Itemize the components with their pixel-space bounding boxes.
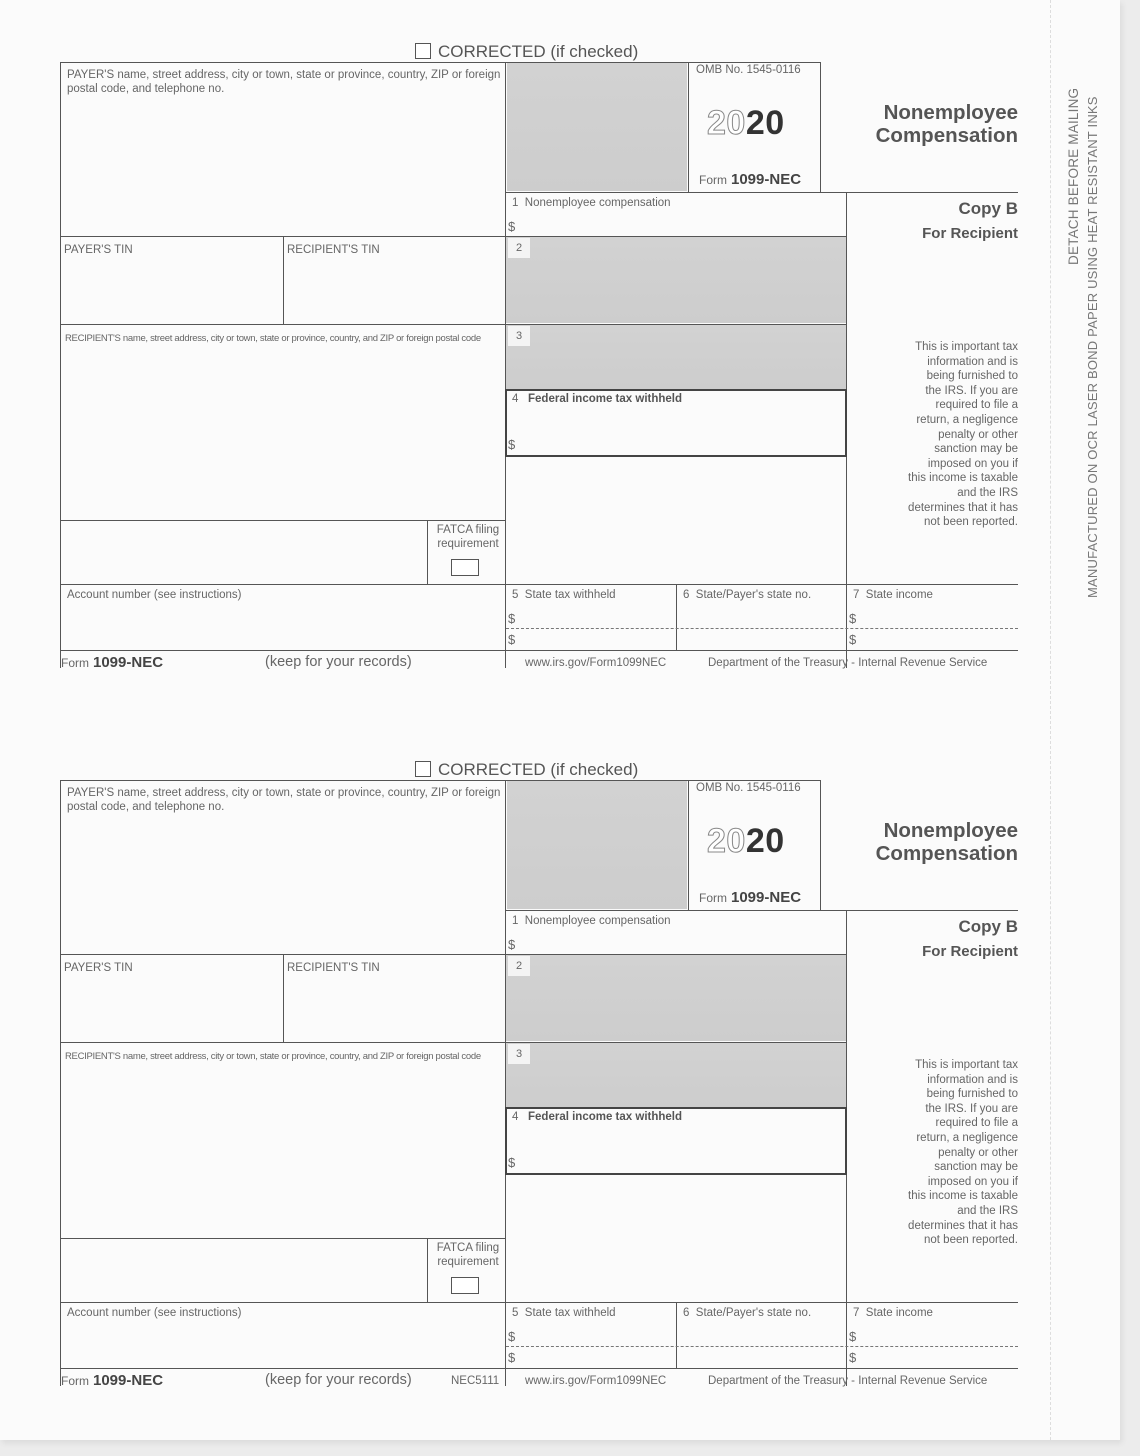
box7-field-2[interactable] [860, 1347, 1016, 1367]
fatca-checkbox[interactable] [451, 1277, 479, 1294]
recipient-tin-field[interactable] [287, 260, 501, 318]
payer-tin-label: PAYER'S TIN [64, 244, 133, 256]
box7-dollar-line1: $ [849, 1329, 857, 1344]
box5-label: 5 State tax withheld [512, 1307, 616, 1319]
keep-for-records: (keep for your records) [265, 1372, 412, 1388]
box7-field-1[interactable] [860, 606, 1016, 626]
corrected-label: CORRECTED (if checked) [438, 42, 639, 61]
box1-dollar: $ [508, 937, 516, 952]
box6-field-2[interactable] [680, 629, 842, 649]
corrected-checkbox[interactable] [415, 761, 431, 777]
box1-label: 1 Nonemployee compensation [512, 197, 671, 209]
manufactured-notice: MANUFACTURED ON OCR LASER BOND PAPER USING HEAT RESISTANT INKS [1085, 96, 1100, 598]
box3-shaded [506, 325, 846, 389]
box7-dollar-line2: $ [849, 1350, 857, 1365]
form-code: NEC5111 [451, 1375, 500, 1387]
payer-tin-label: PAYER'S TIN [64, 962, 133, 974]
box5-field-2[interactable] [520, 629, 670, 649]
form-1099-nec [0, 718, 1050, 1389]
form-title: Nonemployee Compensation [875, 101, 1018, 147]
tax-year: 2020 [707, 104, 785, 142]
form-1099-nec [0, 0, 1050, 671]
box2-number: 2 [508, 238, 530, 258]
box4-label: 4 Federal income tax withheld [512, 393, 683, 405]
omb-number: OMB No. 1545-0116 [696, 782, 801, 794]
box4-amount-field[interactable] [522, 412, 840, 448]
box4-dollar: $ [508, 1155, 516, 1170]
recipient-name-field[interactable] [64, 1068, 502, 1234]
recipient-name-label: RECIPIENT'S name, street address, city or town, state or province, country, and ZIP or foreign postal code [65, 333, 481, 344]
form-id: Form 1099-NEC [699, 889, 802, 906]
box2-shaded [506, 955, 846, 1041]
copy-b-label: Copy B [958, 917, 1018, 936]
box4-label: 4 Federal income tax withheld [512, 1111, 683, 1123]
box5-dollar-line2: $ [508, 632, 516, 647]
irs-url[interactable]: www.irs.gov/Form1099NEC [525, 657, 667, 669]
recipient-name-field[interactable] [64, 350, 502, 516]
corrected-label: CORRECTED (if checked) [438, 760, 639, 779]
detach-line [1050, 0, 1052, 1440]
box7-field-2[interactable] [860, 629, 1016, 649]
account-number-label: Account number (see instructions) [67, 1307, 242, 1319]
box4-amount-field[interactable] [522, 1130, 840, 1166]
box7-label: 7 State income [853, 1307, 933, 1319]
important-tax-notice: This is important tax information and is being furnished to the IRS. If you are required to file a return, a negligence penalty or other sanction may be imposed on you if this income is taxable and the IRS determines that it has not been reported. [908, 1059, 1018, 1247]
box7-field-1[interactable] [860, 1324, 1016, 1344]
box6-label: 6 State/Payer's state no. [683, 1307, 812, 1319]
box7-dollar-line1: $ [849, 611, 857, 626]
omb-number: OMB No. 1545-0116 [696, 64, 801, 76]
box5-dollar-line2: $ [508, 1350, 516, 1365]
box1-dollar: $ [508, 219, 516, 234]
box7-dollar-line2: $ [849, 632, 857, 647]
box5-field-1[interactable] [520, 1324, 670, 1344]
payer-tin-field[interactable] [64, 260, 278, 318]
important-tax-notice: This is important tax information and is being furnished to the IRS. If you are required to file a return, a negligence penalty or other sanction may be imposed on you if this income is taxable and the IRS determines that it has not been reported. [908, 341, 1018, 529]
footer-form-id: Form 1099-NEC [61, 1372, 164, 1389]
box1-amount-field[interactable] [520, 930, 842, 952]
box6-field-2[interactable] [680, 1347, 842, 1367]
box6-label: 6 State/Payer's state no. [683, 589, 812, 601]
fatca-label: FATCA filing requirement [436, 1242, 500, 1268]
box3-shaded [506, 1043, 846, 1107]
detach-notice: DETACH BEFORE MAILING [1066, 87, 1081, 265]
box1-amount-field[interactable] [520, 212, 842, 234]
shaded-area [507, 63, 687, 191]
box6-field-1[interactable] [680, 1324, 842, 1344]
fatca-checkbox[interactable] [451, 559, 479, 576]
box4-dollar: $ [508, 437, 516, 452]
irs-url[interactable]: www.irs.gov/Form1099NEC [525, 1375, 667, 1387]
corrected-checkbox[interactable] [415, 43, 431, 59]
box3-number: 3 [508, 1044, 530, 1064]
copy-b-label: Copy B [958, 199, 1018, 218]
box1-label: 1 Nonemployee compensation [512, 915, 671, 927]
account-number-field[interactable] [64, 1324, 502, 1364]
shaded-area [507, 781, 687, 909]
payer-name-label: PAYER'S name, street address, city or town, state or province, country, ZIP or foreign postal code, and telephone no. [67, 787, 501, 813]
account-number-field[interactable] [64, 606, 502, 646]
box5-field-2[interactable] [520, 1347, 670, 1367]
box2-shaded [506, 237, 846, 323]
form-title: Nonemployee Compensation [875, 819, 1018, 865]
payer-name-field[interactable] [62, 818, 502, 952]
fatca-label: FATCA filing requirement [436, 524, 500, 550]
footer-form-id: Form 1099-NEC [61, 654, 164, 671]
box5-field-1[interactable] [520, 606, 670, 626]
box5-label: 5 State tax withheld [512, 589, 616, 601]
box2-number: 2 [508, 956, 530, 976]
payer-name-field[interactable] [62, 100, 502, 234]
box5-dollar-line1: $ [508, 611, 516, 626]
box3-number: 3 [508, 326, 530, 346]
recipient-tin-field[interactable] [287, 978, 501, 1036]
box7-label: 7 State income [853, 589, 933, 601]
department-label: Department of the Treasury - Internal Revenue Service [708, 657, 988, 669]
department-label: Department of the Treasury - Internal Revenue Service [708, 1375, 988, 1387]
payer-tin-field[interactable] [64, 978, 278, 1036]
recipient-tin-label: RECIPIENT'S TIN [287, 244, 380, 256]
recipient-tin-label: RECIPIENT'S TIN [287, 962, 380, 974]
keep-for-records: (keep for your records) [265, 654, 412, 670]
for-recipient-label: For Recipient [922, 943, 1018, 960]
box5-dollar-line1: $ [508, 1329, 516, 1344]
payer-name-label: PAYER'S name, street address, city or town, state or province, country, ZIP or foreign postal code, and telephone no. [67, 69, 501, 95]
recipient-name-label: RECIPIENT'S name, street address, city or town, state or province, country, and ZIP or foreign postal code [65, 1051, 481, 1062]
for-recipient-label: For Recipient [922, 225, 1018, 242]
tax-year: 2020 [707, 822, 785, 860]
form-id: Form 1099-NEC [699, 171, 802, 188]
account-number-label: Account number (see instructions) [67, 589, 242, 601]
box6-field-1[interactable] [680, 606, 842, 626]
